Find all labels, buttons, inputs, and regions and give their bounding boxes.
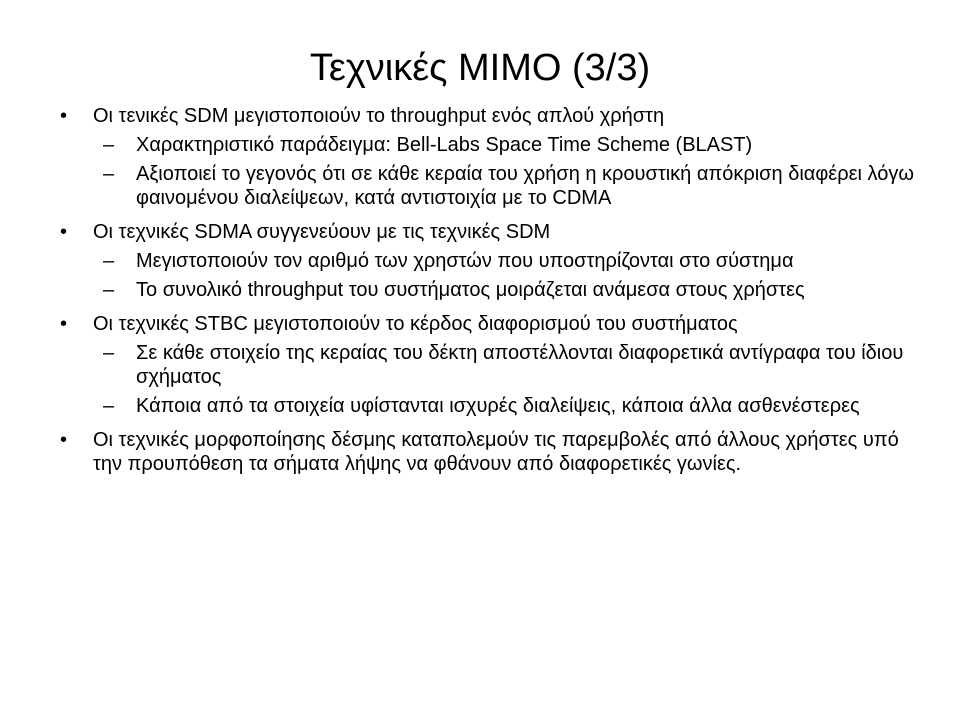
sub-bullet-list (93, 133, 920, 210)
bullet-text: Οι τεχνικές SDMA συγγενεύουν με τις τεχνικές SDM (93, 221, 551, 243)
sub-bullet-item (93, 278, 920, 302)
sub-bullet-text: Μεγιστοποιούν τον αριθμό των χρηστών που υποστηρίζονται στο σύστημα (136, 250, 794, 272)
bullet-text: Οι τεχνικές μορφοποίησης δέσμης καταπολεμούν τις παρεμβολές από άλλους χρήστες υπό την προυπόθεση τα σήματα λήψης να φθάνουν από διαφορετικές γωνίες. (93, 429, 899, 475)
bullet-text: Οι τενικές SDM μεγιστοποιούν το throughput ενός απλού χρήστη (93, 105, 665, 127)
sub-bullet-item (93, 162, 920, 210)
bullet-item (60, 104, 920, 210)
bullet-item (60, 312, 920, 418)
sub-bullet-list (93, 249, 920, 302)
bullet-item (60, 428, 920, 476)
sub-bullet-text: Σε κάθε στοιχείο της κεραίας του δέκτη αποστέλλονται διαφορετικά αντίγραφα του ίδιου σχήματος (136, 342, 904, 388)
dash-marker: – (103, 134, 115, 156)
dash-marker: – (103, 250, 115, 272)
slide-title: Τεχνικές MIMO (3/3) (309, 47, 651, 89)
sub-bullet-item (93, 133, 920, 157)
bullet-marker: • (60, 429, 68, 451)
sub-bullet-item (93, 341, 920, 389)
sub-bullet-text: Χαρακτηριστικό παράδειγμα: Bell-Labs Space Time Scheme (BLAST) (136, 134, 753, 156)
bullet-item (60, 220, 920, 302)
sub-bullet-list (93, 341, 920, 418)
bullet-marker: • (60, 313, 68, 335)
sub-bullet-text: Το συνολικό throughput του συστήματος μοιράζεται ανάμεσα στους χρήστες (136, 279, 805, 301)
bullet-marker: • (60, 221, 68, 243)
dash-marker: – (103, 279, 115, 301)
sub-bullet-item (93, 249, 920, 273)
dash-marker: – (103, 395, 115, 417)
bullet-list (60, 104, 920, 486)
dash-marker: – (103, 342, 115, 364)
bullet-marker: • (60, 105, 68, 127)
bullet-text: Οι τεχνικές STBC μεγιστοποιούν το κέρδος διαφορισμού του συστήματος (93, 313, 738, 335)
sub-bullet-item (93, 394, 920, 418)
sub-bullet-text: Αξιοποιεί το γεγονός ότι σε κάθε κεραία του χρήση η κρουστική απόκριση διαφέρει λόγω φαινομένου διαλείψεων, κατά αντιστοιχία με το CDMA (136, 163, 914, 209)
sub-bullet-text: Κάποια από τα στοιχεία υφίστανται ισχυρές διαλείψεις, κάποια άλλα ασθενέστερες (136, 395, 860, 417)
dash-marker: – (103, 163, 115, 185)
